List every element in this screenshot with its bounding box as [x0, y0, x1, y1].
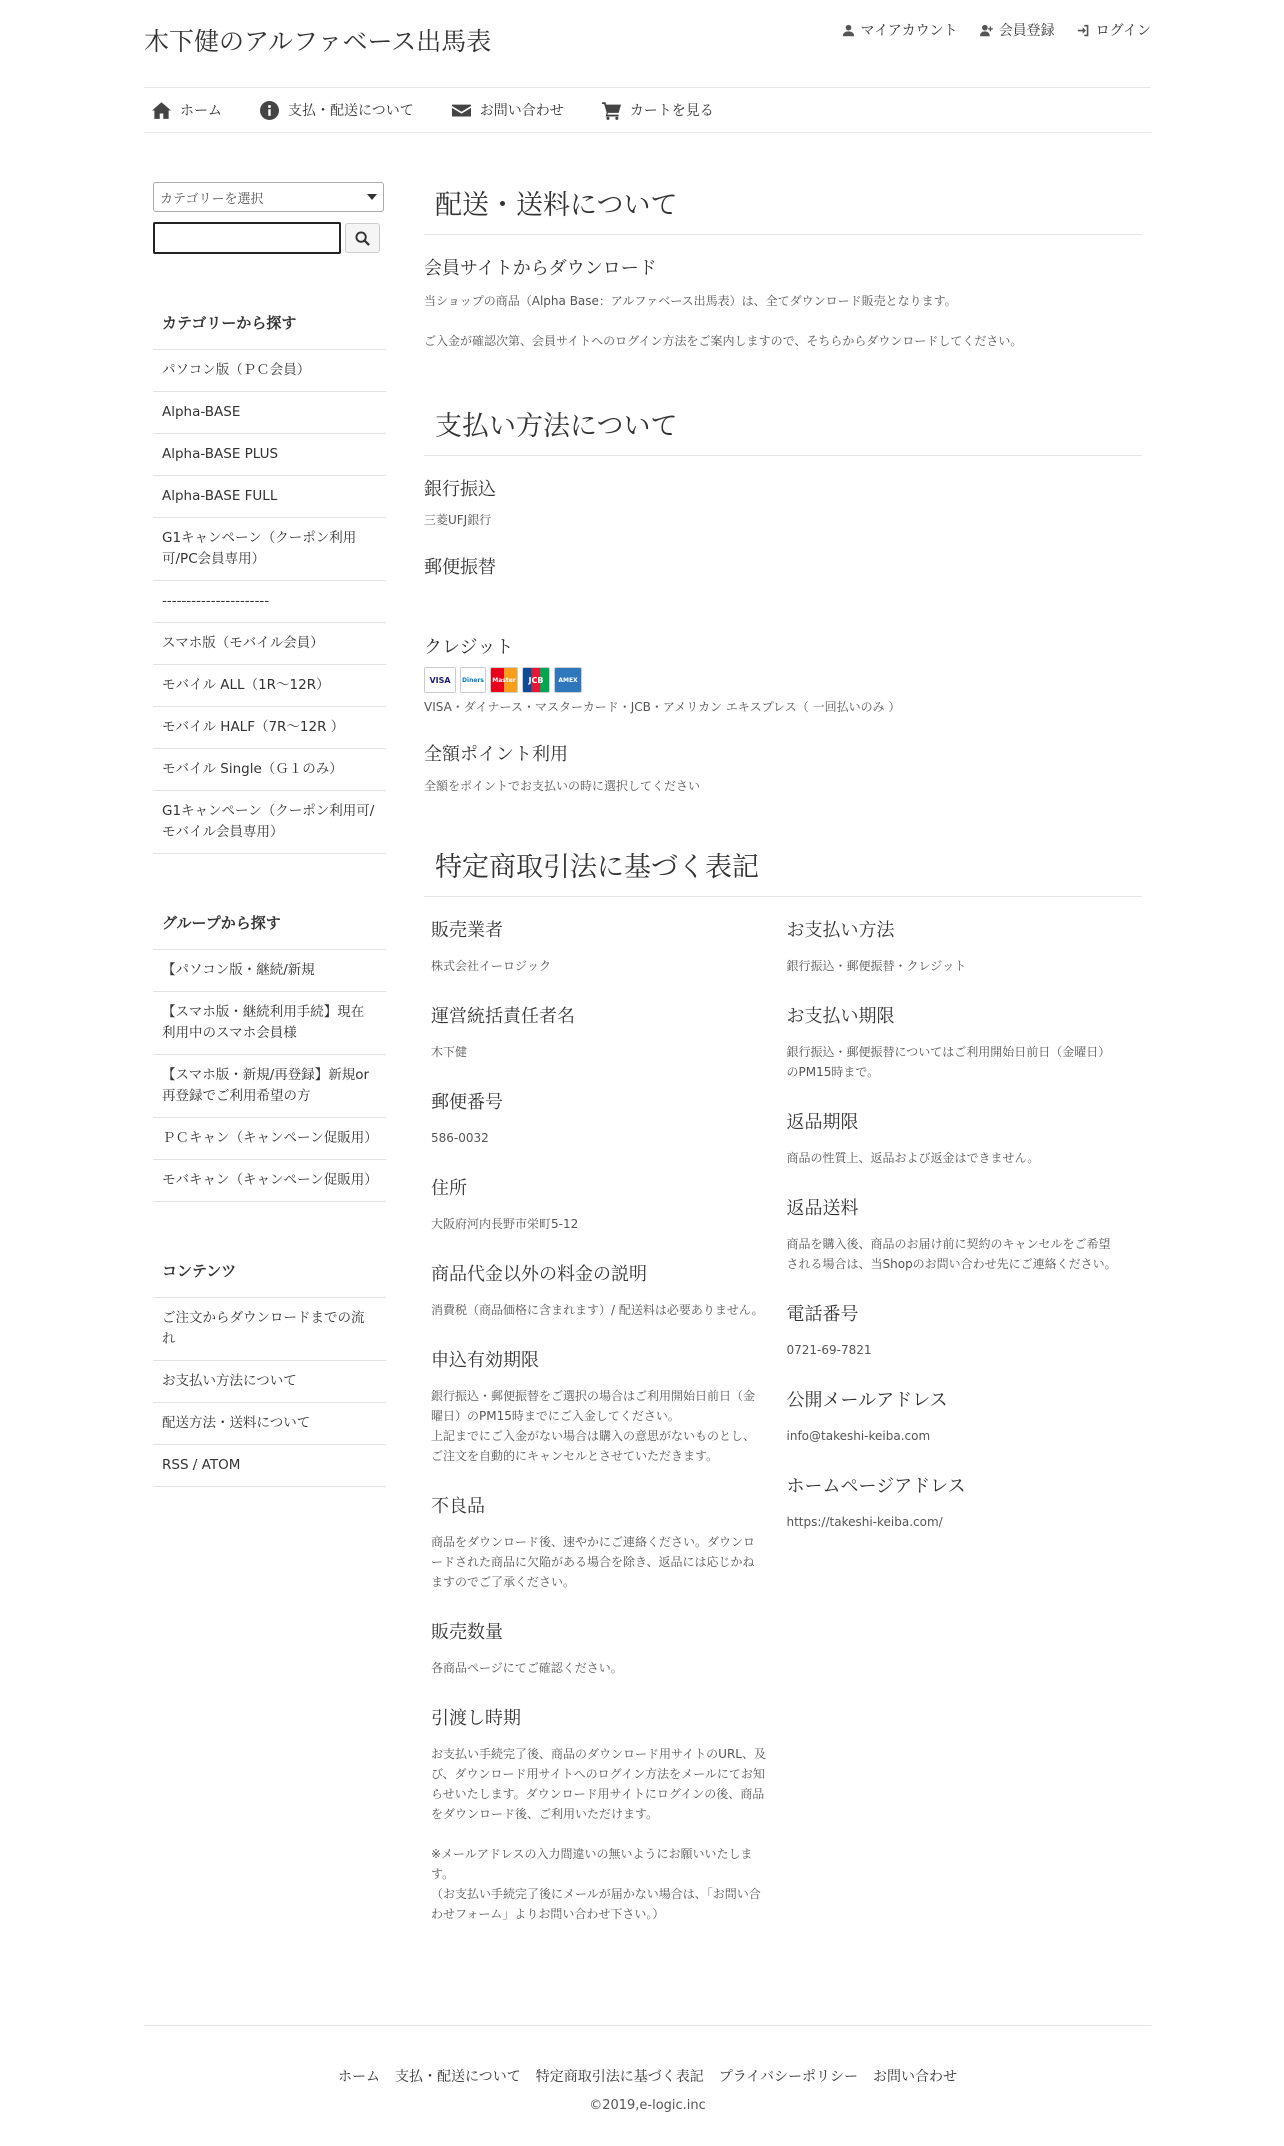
law-item	[431, 919, 787, 976]
category-item[interactable]: Alpha-BASE PLUS	[153, 434, 386, 476]
law-item-text: 商品をダウンロード後、速やかにご連絡ください。ダウンロードされた商品に欠陥がある場合を除き、返品には応じかねますのでご了承ください。	[431, 1535, 756, 1589]
points-title: 全額ポイント利用	[424, 744, 568, 765]
contents-list	[153, 1298, 386, 1487]
category-item[interactable]: G1キャンペーン（クーポン利用可/PC会員専用）	[153, 518, 386, 581]
category-item[interactable]: パソコン版（ＰＣ会員）	[153, 350, 386, 392]
law-item	[431, 1177, 787, 1234]
payment-title: 支払い方法について	[424, 403, 1142, 456]
delivery-text-2: ご入金が確認次第、会員サイトへのログイン方法をご案内しますので、そちらからダウンロードしてください。	[424, 334, 1023, 348]
law-item	[431, 1005, 787, 1062]
category-item[interactable]: Alpha-BASE	[153, 392, 386, 434]
law-item-title: 運営統括責任者名	[431, 1006, 575, 1027]
law-item	[431, 1263, 787, 1320]
law-item-text: 消費税（商品価格に含まれます）/ 配送料は必要ありません。	[431, 1303, 764, 1317]
register-link[interactable]	[980, 20, 1055, 40]
credit-title: クレジット	[424, 637, 514, 658]
category-item[interactable]: スマホ版（モバイル会員）	[153, 623, 386, 665]
category-section	[153, 296, 386, 854]
contents-heading: コンテンツ	[153, 1244, 386, 1298]
law-item	[787, 1197, 1143, 1274]
search-button[interactable]	[345, 223, 380, 253]
category-list	[153, 350, 386, 854]
law-item-title: お支払い方法	[786, 920, 895, 941]
law-item-title: 郵便番号	[431, 1092, 503, 1113]
law-item-title: 販売数量	[431, 1622, 503, 1643]
copyright: ©2019,e-logic.inc	[589, 2098, 706, 2113]
law-item-text: 銀行振込・郵便振替についてはご利用開始日前日（金曜日）のPM15時まで。	[786, 1045, 1111, 1079]
site-title[interactable]: 木下健のアルファベース出馬表	[144, 27, 492, 56]
contents-item[interactable]: RSS / ATOM	[153, 1445, 386, 1487]
nav-cart[interactable]	[602, 100, 714, 120]
law-item	[787, 1303, 1143, 1360]
law-item	[431, 1091, 787, 1148]
law-left-column	[431, 919, 787, 1953]
cart-icon	[602, 101, 621, 120]
category-heading: カテゴリーから探す	[153, 296, 386, 350]
law-grid	[424, 919, 1142, 1953]
footer	[144, 2025, 1151, 2113]
nav-payment[interactable]	[260, 100, 414, 120]
bank-text: 三菱UFJ銀行	[424, 513, 492, 527]
delivery-block	[424, 257, 1142, 351]
law-item-title: 返品期限	[786, 1112, 859, 1133]
home-icon	[152, 101, 171, 120]
law-item-text: お支払い手続完了後、商品のダウンロード用サイトのURL、及び、ダウンロード用サイトへのログイン方法をメールにてお知らせいたします。ダウンロード用サイトにログインの後、商品をダウンロード後、ご利用いただけます。 ※メールアドレスの入力間違いの無いようにお願いいたします。 （お支払い手続完了後にメールが届かない場合は、「お問い合わせフォーム」よりお問い合わせ下さい。）	[431, 1747, 766, 1921]
contents-section	[153, 1244, 386, 1487]
category-item[interactable]: G1キャンペーン（クーポン利用可/モバイル会員専用）	[153, 791, 386, 854]
category-select[interactable]	[153, 182, 384, 212]
amex-logo: AMEX	[554, 667, 582, 693]
jcb-logo: JCB	[522, 667, 550, 693]
contents-item[interactable]: お支払い方法について	[153, 1361, 386, 1403]
law-item	[787, 1111, 1143, 1168]
footer-links	[144, 2066, 1151, 2086]
my-account-label: マイアカウント	[860, 23, 958, 39]
law-item-text: 0721-69-7821	[786, 1343, 872, 1357]
law-item-text: 銀行振込・郵便振替・クレジット	[786, 959, 967, 973]
category-item[interactable]: モバイル Single（Ｇ１のみ）	[153, 749, 386, 791]
law-item-text: 各商品ページにてご確認ください。	[431, 1661, 623, 1675]
law-item-title: 販売業者	[431, 920, 503, 941]
law-item-title: 電話番号	[786, 1304, 859, 1325]
law-item-title: 住所	[431, 1178, 467, 1199]
chevron-down-icon	[367, 194, 377, 200]
law-right-column	[787, 919, 1143, 1953]
group-item[interactable]: 【パソコン版・継続/新規	[153, 950, 386, 992]
category-select-value: カテゴリーを選択	[160, 191, 264, 207]
law-item-title: お支払い期限	[786, 1006, 895, 1027]
law-item-title: 公開メールアドレス	[786, 1390, 948, 1411]
group-item[interactable]: 【スマホ版・継続利用手続】現在利用中のスマホ会員様	[153, 992, 386, 1055]
law-item	[431, 1707, 787, 1924]
my-account-link[interactable]	[842, 20, 958, 40]
law-item-title: 返品送料	[786, 1198, 859, 1219]
postal-title: 郵便振替	[424, 557, 496, 578]
search-input[interactable]	[153, 222, 341, 254]
nav-cart-label: カートを見る	[629, 103, 714, 119]
credit-text: VISA・ダイナース・マスターカード・JCB・アメリカン エキスプレス（ 一回払いのみ ）	[424, 700, 901, 714]
footer-link-law[interactable]: 特定商取引法に基づく表記	[535, 2069, 704, 2085]
login-icon	[1077, 24, 1090, 37]
main-navbar	[144, 87, 1151, 133]
footer-link-privacy[interactable]: プライバシーポリシー	[718, 2069, 859, 2085]
nav-home[interactable]	[152, 100, 222, 120]
footer-link-home[interactable]: ホーム	[337, 2069, 380, 2085]
group-list	[153, 950, 386, 1202]
search-icon	[355, 231, 370, 246]
nav-payment-label: 支払・配送について	[288, 103, 414, 119]
category-item[interactable]: ----------------------	[153, 581, 386, 623]
category-item[interactable]: モバイル ALL（1R～12R）	[153, 665, 386, 707]
nav-home-label: ホーム	[180, 103, 222, 119]
contents-item[interactable]: ご注文からダウンロードまでの流れ	[153, 1298, 386, 1361]
user-plus-icon	[980, 24, 993, 37]
search-row	[153, 222, 386, 254]
nav-contact-label: お問い合わせ	[479, 103, 564, 119]
law-item	[431, 1349, 787, 1466]
visa-logo: VISA	[424, 667, 456, 693]
payment-block	[424, 478, 1142, 796]
group-item[interactable]: 【スマホ版・新規/再登録】新規or再登録でご利用希望の方	[153, 1055, 386, 1118]
user-icon	[842, 24, 855, 37]
law-item-text: 商品を購入後、商品のお届け前に契約のキャンセルをご希望される場合は、当Shopのお問い合わせ先にご連絡ください。	[786, 1237, 1117, 1271]
law-item-title: 商品代金以外の料金の説明	[431, 1264, 647, 1285]
main-content	[424, 182, 1142, 1953]
law-item	[787, 1005, 1143, 1082]
points-text: 全額をポイントでお支払いの時に選択してください	[424, 779, 701, 793]
register-label: 会員登録	[998, 23, 1055, 39]
law-item-text: 銀行振込・郵便振替をご選択の場合はご利用開始日前日（金曜日）のPM15時までにご入金してください。 上記までにご入金がない場合は購入の意思がないものとし、ご注文を自動的にキャンセルとさせていただきます。	[431, 1389, 756, 1463]
law-item-text: https://takeshi-keiba.com/	[786, 1515, 943, 1529]
group-item[interactable]: モバキャン（キャンペーン促販用）	[153, 1160, 386, 1202]
category-item[interactable]: モバイル HALF（7R～12R ）	[153, 707, 386, 749]
mastercard-logo: Master	[490, 667, 518, 693]
law-item-text: 株式会社イーロジック	[431, 959, 552, 973]
group-section	[153, 896, 386, 1202]
law-item	[787, 1475, 1143, 1532]
diners-logo: Diners	[460, 667, 486, 693]
law-item-title: 申込有効期限	[431, 1350, 539, 1371]
bank-title: 銀行振込	[424, 479, 496, 500]
delivery-subtitle: 会員サイトからダウンロード	[424, 258, 657, 279]
law-item-text: 586-0032	[431, 1131, 489, 1145]
envelope-icon	[452, 101, 471, 120]
login-label: ログイン	[1095, 23, 1151, 39]
sidebar	[153, 182, 386, 1487]
law-item	[787, 919, 1143, 976]
delivery-title: 配送・送料について	[424, 182, 1142, 235]
info-icon	[260, 101, 279, 120]
law-item-title: 引渡し時期	[431, 1708, 521, 1729]
login-link[interactable]	[1077, 20, 1151, 40]
nav-contact[interactable]	[452, 100, 564, 120]
law-item-text: 商品の性質上、返品および返金はできません。	[786, 1151, 1040, 1165]
group-heading: グループから探す	[153, 896, 386, 950]
footer-link-payment[interactable]: 支払・配送について	[394, 2069, 521, 2085]
law-item-text: 大阪府河内長野市栄町5-12	[431, 1217, 579, 1231]
contents-item[interactable]: 配送方法・送料について	[153, 1403, 386, 1445]
law-item-text: info@takeshi-keiba.com	[786, 1429, 931, 1443]
category-item[interactable]: Alpha-BASE FULL	[153, 476, 386, 518]
footer-link-contact[interactable]: お問い合わせ	[873, 2069, 958, 2085]
account-links	[842, 20, 1151, 40]
card-logos	[424, 667, 1142, 693]
law-item	[431, 1621, 787, 1678]
law-item-title: ホームページアドレス	[786, 1476, 966, 1497]
law-title: 特定商取引法に基づく表記	[424, 844, 1142, 897]
law-item-text: 木下健	[431, 1045, 468, 1059]
delivery-text-1: 当ショップの商品（Alpha Base：アルファベース出馬表）は、全てダウンロード販売となります。	[424, 294, 957, 308]
law-item-title: 不良品	[431, 1496, 485, 1517]
law-item	[431, 1495, 787, 1592]
group-item[interactable]: ＰＣキャン（キャンペーン促販用）	[153, 1118, 386, 1160]
law-item	[787, 1389, 1143, 1446]
